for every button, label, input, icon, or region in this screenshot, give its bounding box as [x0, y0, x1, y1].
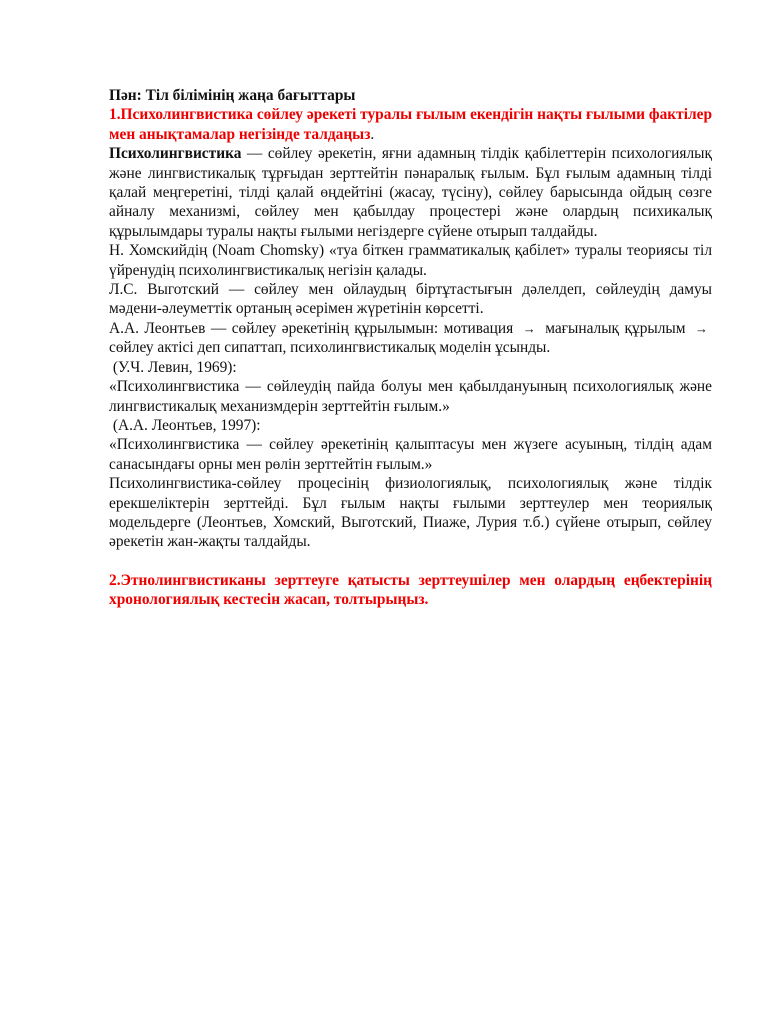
leontiev-part-1: А.А. Леонтьев — сөйлеу әрекетінің құрылымын: мотивация — [109, 319, 514, 337]
leontiev-paragraph — [109, 319, 712, 358]
leontiev-part-3: сөйлеу актісі деп сипаттап, психолингвистикалық моделін ұсынды. — [109, 339, 551, 357]
definition-paragraph — [109, 144, 712, 241]
leontiev-part-2: мағыналық құрылым — [545, 319, 686, 337]
task-1-end: . — [370, 125, 375, 143]
paragraph-spacer — [109, 552, 712, 571]
definition-term: Психолингвистика — [109, 145, 242, 163]
quote-1-text: «Психолингвистика — сөйлеудің пайда болуы мен қабылдануының психологиялық және лингвистикалық механизмдерін зерттейтін ғылым.» — [109, 378, 712, 415]
document-page — [109, 86, 712, 610]
task-2-heading: 2.Этнолингвистиканы зерттеуге қатысты зерттеушілер мен олардың еңбектерінің хронологиялық кестесін жасап, толтырыңыз. — [109, 571, 712, 609]
chomsky-paragraph: Н. Хомскийдің (Noam Chomsky) «туа біткен грамматикалық қабілет» туралы теориясы тіл үйренудің психолингвистикалық негізін қалады. — [109, 242, 712, 279]
summary-paragraph: Психолингвистика-сөйлеу процесінің физиологиялық, психологиялық және тілдік ерекшеліктерін зерттейді. Бұл ғылым нақты ғылыми зерттеулер мен теориялық модельдерге (Леонтьев, Хомский, Выготский, Пиаже, Лурия т.б.) сүйене отырып, сөйлеу әрекетін жан-жақты талдайды. — [109, 475, 712, 551]
vygotsky-paragraph: Л.С. Выготский — сөйлеу мен ойлаудың біртұтастығын дәлелдеп, сөйлеудің дамуы мәдени-әлеуметтік ортаның әсерімен жүретінін көрсетті. — [109, 281, 712, 318]
task-1-text: 1.Психолингвистика сөйлеу әрекеті туралы ғылым екендігін нақты ғылыми фактілер мен анықтамалар негізінде талдаңыз — [109, 106, 712, 143]
quote-2-source: (А.А. Леонтьев, 1997): — [109, 416, 261, 434]
quote-2-text: «Психолингвистика — сөйлеу әрекетінің қалыптасуы мен жүзеге асуының, тілдің адам санасындағы орны мен рөлін зерттейтін ғылым.» — [109, 436, 712, 473]
arrow-icon: → — [694, 320, 708, 336]
subject-label: Пән: — [109, 87, 142, 104]
subject-value: Тіл білімінің жаңа бағыттары — [145, 87, 356, 104]
quote-1-source: (У.Ч. Левин, 1969): — [109, 358, 237, 376]
arrow-icon: → — [522, 320, 536, 336]
task-1-heading — [109, 105, 712, 144]
subject-line — [109, 86, 712, 105]
definition-text: — сөйлеу әрекетін, яғни адамның тілдік қабілеттерін психологиялық және лингвистикалық тұрғыдан зерттейтін пәнаралық ғылым. Бұл ғылым адамның тілді қалай меңгеретіні, тілді қалай өңдейтіні (жасау, түсіну), сөйлеу барысында ойдың сөзге айналу механизмі, сөйлеу мен қабылдау процестері және олардың психикалық құрылымдары туралы нақты ғылыми негіздерге сүйене отырып талдайды. — [109, 145, 712, 240]
